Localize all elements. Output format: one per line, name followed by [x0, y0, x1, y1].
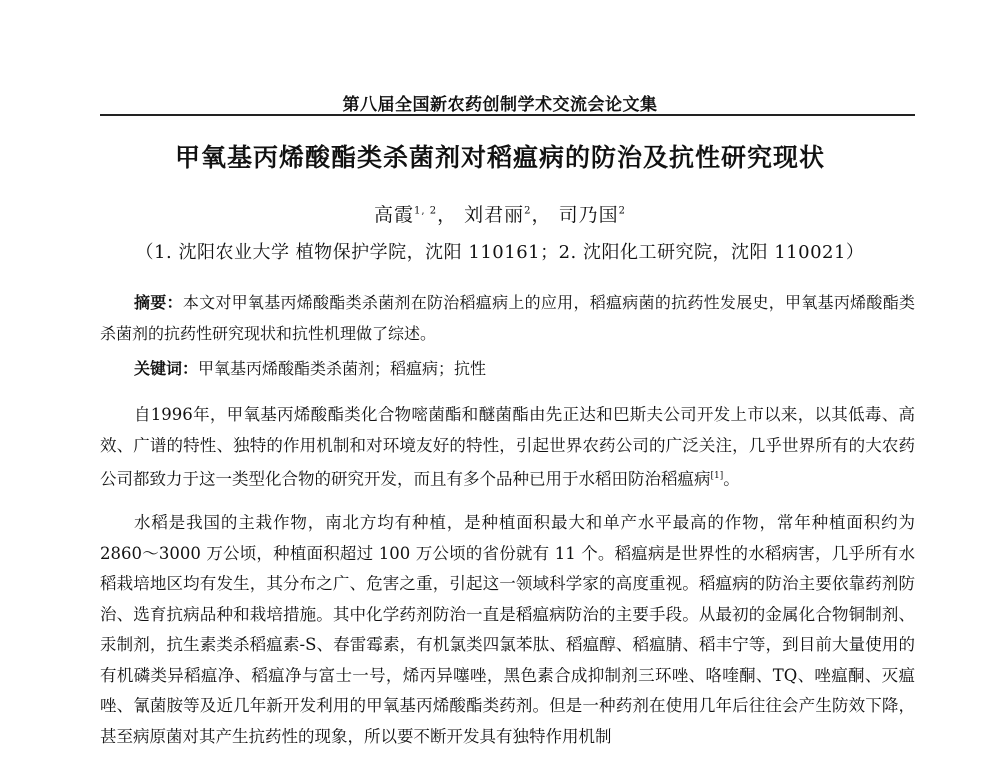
paragraph-text: 自1996年，甲氧基丙烯酸酯类化合物嘧菌酯和醚菌酯由先正达和巴斯夫公司开发上市以来，以其低毒、高效、广谱的特性、独特的作用机制和对环境友好的特性，引起世界农药公司的广泛关注，几乎世界所有的大农药公司都致力于这一类型化合物的研究开发，而且有多个品种已用于水稻田防治稻瘟病 [100, 405, 915, 489]
abstract-label: 摘要： [134, 293, 183, 312]
author-separator: ， [437, 204, 458, 226]
author-affiliation-mark: 1, 2 [414, 205, 438, 217]
author-affiliation: （1. 沈阳农业大学 植物保护学院，沈阳 110161；2. 沈阳化工研究院，沈阳 110021） [135, 242, 865, 263]
author-separator: ， [531, 204, 552, 226]
abstract [100, 287, 915, 349]
abstract-text: 本文对甲氧基丙烯酸酯类杀菌剂在防治稻瘟病上的应用，稻瘟病菌的抗药性发展史，甲氧基丙烯酸酯类杀菌剂的抗药性研究现状和抗性机理做了综述。 [100, 293, 915, 343]
author-name: 高霞 [373, 204, 414, 226]
paper-title: 甲氧基丙烯酸酯类杀菌剂对稻瘟病的防治及抗性研究现状 [174, 143, 825, 172]
citation-mark: [1] [710, 471, 724, 481]
body-paragraph: 水稻是我国的主栽作物，南北方均有种植，是种植面积最大和单产水平最高的作物，常年种植面积约为 2860～3000 万公顷，种植面积超过 100 万公顷的省份就有 11 个。稻瘟病是世界性的水稻病害，几乎所有水稻栽培地区均有发生，其分布之广、危害之重，引起这一领域科学家的高度重视。稻瘟病的防治主要依靠药剂防治、选育抗病品种和栽培措施。其中化学药剂防治一直是稻瘟病防治的主要手段。从最初的金属化合物铜制剂、汞制剂，抗生素类杀稻瘟素-S、春雷霉素，有机氯类四氯苯肽、稻瘟醇、稻瘟腈、稻丰宁等，到目前大量使用的有机磷类异稻瘟净、稻瘟净与富士一号，烯丙异噻唑，黑色素合成抑制剂三环唑、咯喹酮、TQ、唑瘟酮、灭瘟唑、氰菌胺等及近几年新开发利用的甲氧基丙烯酸酯类药剂。但是一种药剂在使用几年后往往会产生防效下降，甚至病原菌对其产生抗药性的现象，所以要不断开发具有独特作用机制 [100, 513, 915, 746]
running-header: 第八届全国新农药创制学术交流会论文集 [342, 95, 658, 115]
keywords [134, 356, 914, 379]
paragraph-end: 。 [723, 469, 740, 489]
author-name: 司乃国 [558, 204, 619, 226]
author-affiliation-mark: 2 [524, 205, 532, 217]
keywords-text: 甲氧基丙烯酸酯类杀菌剂；稻瘟病；抗性 [198, 359, 487, 378]
header-divider [100, 114, 915, 116]
author-name: 刘君丽 [464, 204, 525, 226]
author-list [0, 200, 1000, 227]
keywords-label: 关键词： [134, 359, 199, 378]
body-paragraph [100, 400, 915, 495]
author-affiliation-mark: 2 [618, 205, 626, 217]
